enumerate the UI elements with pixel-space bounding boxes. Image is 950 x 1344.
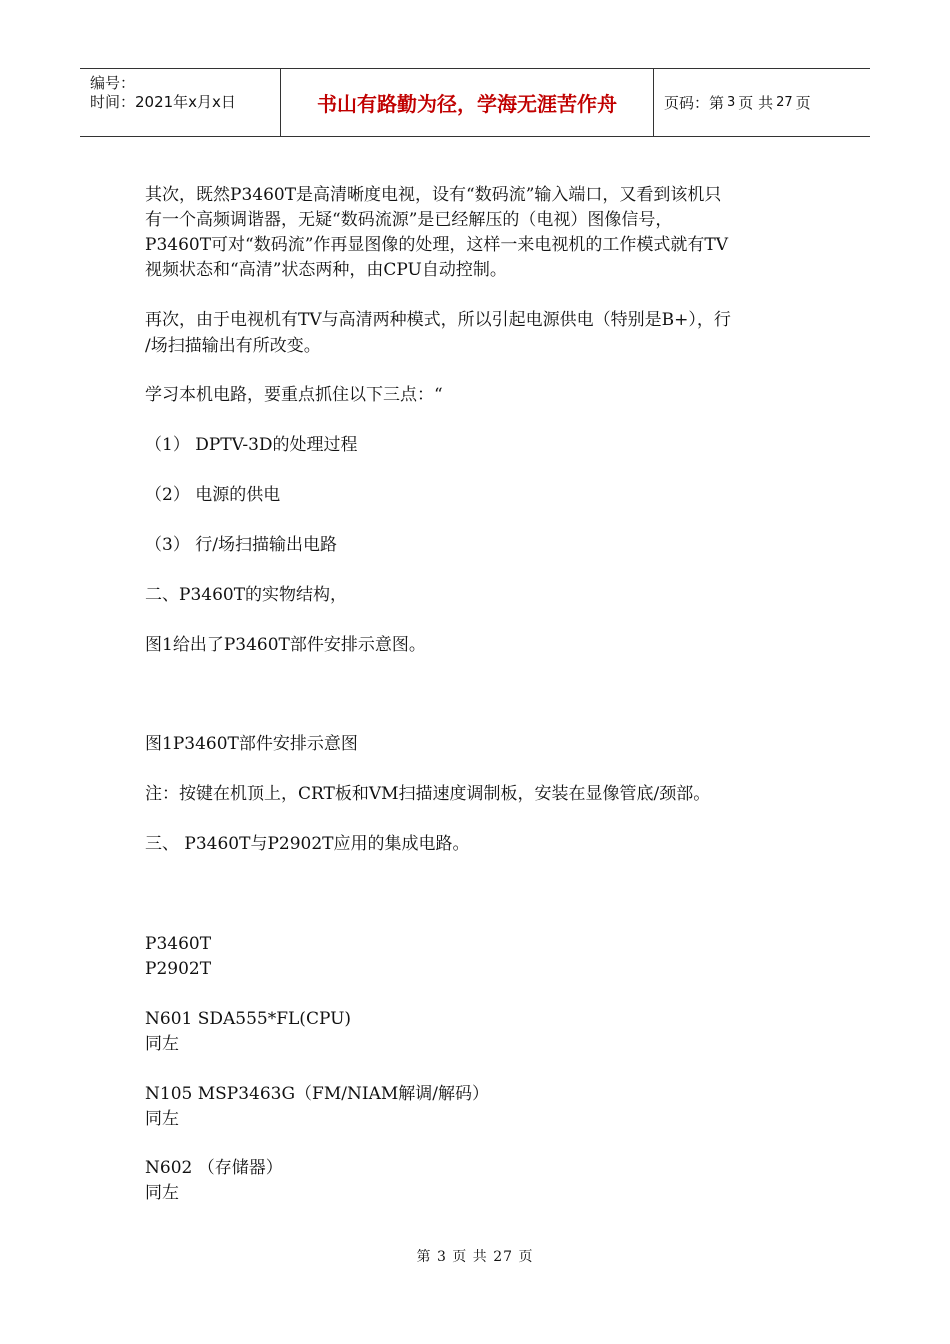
page-footer: 第 3 页 共 27 页	[416, 1249, 534, 1265]
paragraph-line: /场扫描输出有所改变。	[145, 336, 321, 356]
section-heading: 三、 P3460T与P2902T应用的集成电路。	[145, 834, 470, 854]
paragraph-line: 视频状态和“高清”状态两种，由CPU自动控制。	[145, 260, 507, 280]
document-time: 时间：2021年x月x日	[90, 93, 236, 111]
paragraph-line: 再次，由于电视机有TV与高清两种模式，所以引起电源供电（特别是B+），行	[145, 310, 731, 330]
list-item: （3） 行/场扫描输出电路	[145, 535, 337, 555]
page-suffix: 页	[795, 94, 811, 112]
page-total: 27	[776, 95, 793, 110]
paragraph-line: P3460T可对“数码流”作再显图像的处理，这样一来电视机的工作模式就有TV	[145, 235, 729, 255]
page-current: 3	[727, 95, 736, 110]
ic-line: P3460T	[145, 934, 212, 954]
ic-line: 同左	[145, 1109, 179, 1129]
ic-line: 同左	[145, 1034, 179, 1054]
header-page-cell	[654, 69, 870, 136]
page-mid: 页 共	[738, 94, 774, 112]
page-prefix: 页码：第	[664, 94, 725, 112]
ic-line: N602 （存储器）	[145, 1158, 283, 1178]
figure-caption: 图1P3460T部件安排示意图	[145, 734, 358, 754]
ic-line: P2902T	[145, 959, 212, 979]
header-info-cell	[80, 69, 281, 136]
note-line: 注：按键在机顶上，CRT板和VM扫描速度调制板，安装在显像管底/颈部。	[145, 784, 711, 804]
list-item: （1） DPTV-3D的处理过程	[145, 435, 358, 455]
paragraph-line: 其次，既然P3460T是高清晰度电视，设有“数码流”输入端口，又看到该机只	[145, 185, 722, 205]
paragraph-line: 有一个高频调谐器，无疑“数码流源”是已经解压的（电视）图像信号，	[145, 210, 673, 230]
ic-line: N601 SDA555*FL(CPU)	[145, 1009, 352, 1029]
paragraph-line: 学习本机电路，要重点抓住以下三点：“	[145, 385, 443, 405]
header-slogan: 书山有路勤为径，学海无涯苦作舟	[317, 92, 617, 116]
paragraph-line: 图1给出了P3460T部件安排示意图。	[145, 635, 426, 655]
page-header	[80, 68, 870, 137]
header-slogan-cell	[281, 69, 654, 136]
ic-line: N105 MSP3463G（FM/NIAM解调/解码）	[145, 1084, 489, 1104]
document-number-label: 编号：	[90, 74, 136, 92]
ic-line: 同左	[145, 1183, 179, 1203]
section-heading: 二、P3460T的实物结构，	[145, 585, 348, 605]
list-item: （2） 电源的供电	[145, 485, 281, 505]
